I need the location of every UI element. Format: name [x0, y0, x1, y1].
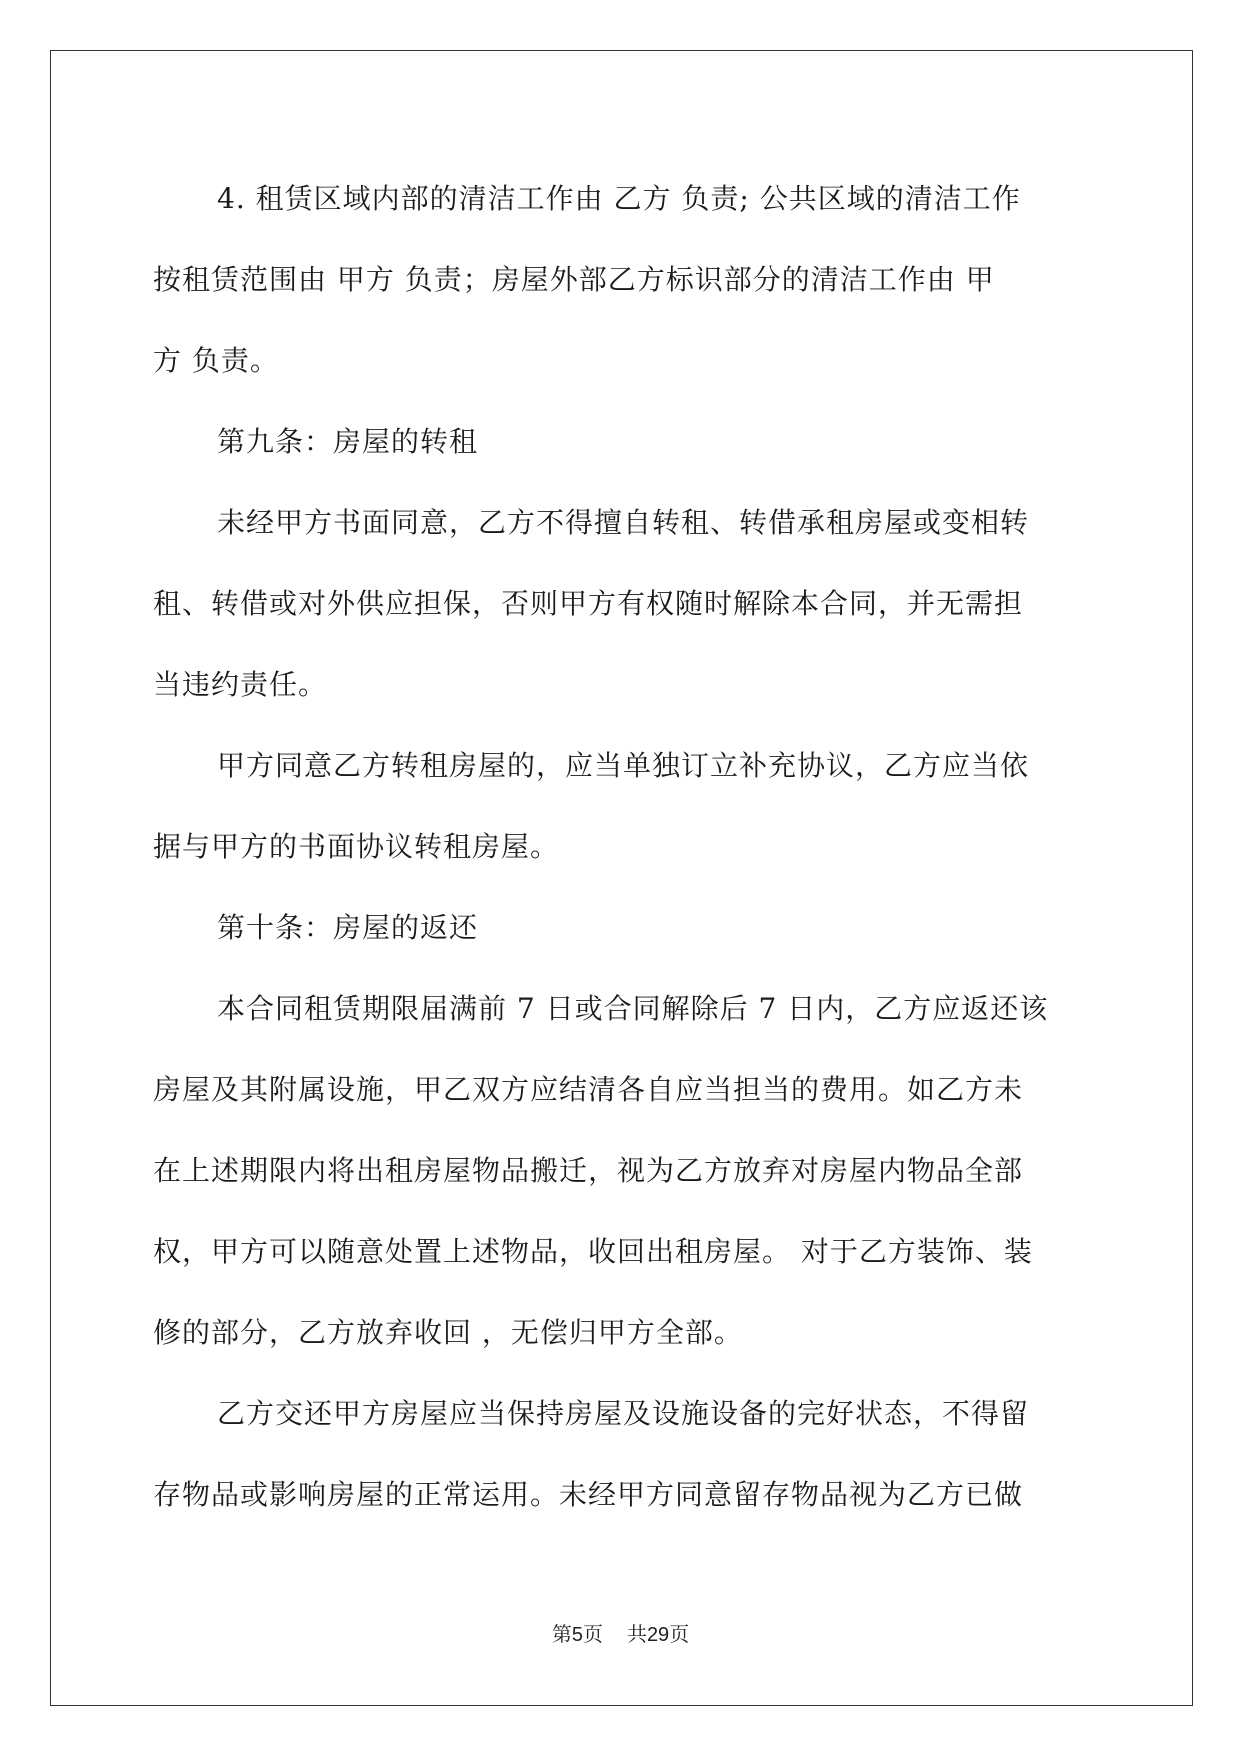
page-number: 5: [571, 1624, 583, 1646]
document-body: [153, 158, 1093, 1535]
text-line: 据与甲方的书面协议转租房屋。: [153, 830, 560, 863]
text-line: 本合同租赁期限届满前 7 日或合同解除后 7 日内，乙方应返还该: [217, 992, 1049, 1025]
text-line: 4. 租赁区域内部的清洁工作由 乙方 负责; 公共区域的清洁工作: [217, 182, 1021, 215]
total-label-prefix: 共: [626, 1622, 647, 1646]
paragraph-cleaning: [153, 158, 1093, 401]
text-line: 存物品或影响房屋的正常运用。未经甲方同意留存物品视为乙方已做: [153, 1478, 1024, 1511]
text-line: 房屋及其附属设施，甲乙双方应结清各自应当担当的费用。如乙方未: [153, 1073, 1024, 1106]
text-line: 按租赁范围由 甲方 负责；房屋外部乙方标识部分的清洁工作由 甲: [153, 263, 995, 296]
text-line: 方 负责。: [153, 344, 279, 377]
total-label-suffix: 页: [669, 1622, 690, 1646]
text-line: 权，甲方可以随意处置上述物品，收回出租房屋。 对于乙方装饰、装: [153, 1235, 1033, 1268]
text-line: 当违约责任。: [153, 668, 328, 701]
page-label-suffix: 页: [582, 1622, 603, 1646]
section-heading-10: 第十条：房屋的返还: [217, 911, 479, 944]
page-label-prefix: 第: [551, 1622, 572, 1646]
text-line: 甲方同意乙方转租房屋的，应当单独订立补充协议，乙方应当依: [217, 749, 1030, 782]
total-pages: 29: [646, 1624, 670, 1646]
text-line: 乙方交还甲方房屋应当保持房屋及设施设备的完好状态，不得留: [217, 1397, 1030, 1430]
text-line: 未经甲方书面同意，乙方不得擅自转租、转借承租房屋或变相转: [217, 506, 1030, 539]
paragraph-sublease-2: [153, 725, 1093, 887]
paragraph-sublease-1: [153, 482, 1093, 725]
text-line: 修的部分，乙方放弃收回 ，无偿归甲方全部。: [153, 1316, 743, 1349]
page-footer: [0, 1618, 1241, 1647]
paragraph-return-2: [153, 1373, 1093, 1535]
paragraph-return-1: [153, 968, 1093, 1373]
text-line: 租、转借或对外供应担保，否则甲方有权随时解除本合同，并无需担: [153, 587, 1024, 620]
section-heading-9: 第九条：房屋的转租: [217, 425, 479, 458]
text-line: 在上述期限内将出租房屋物品搬迁，视为乙方放弃对房屋内物品全部: [153, 1154, 1024, 1187]
